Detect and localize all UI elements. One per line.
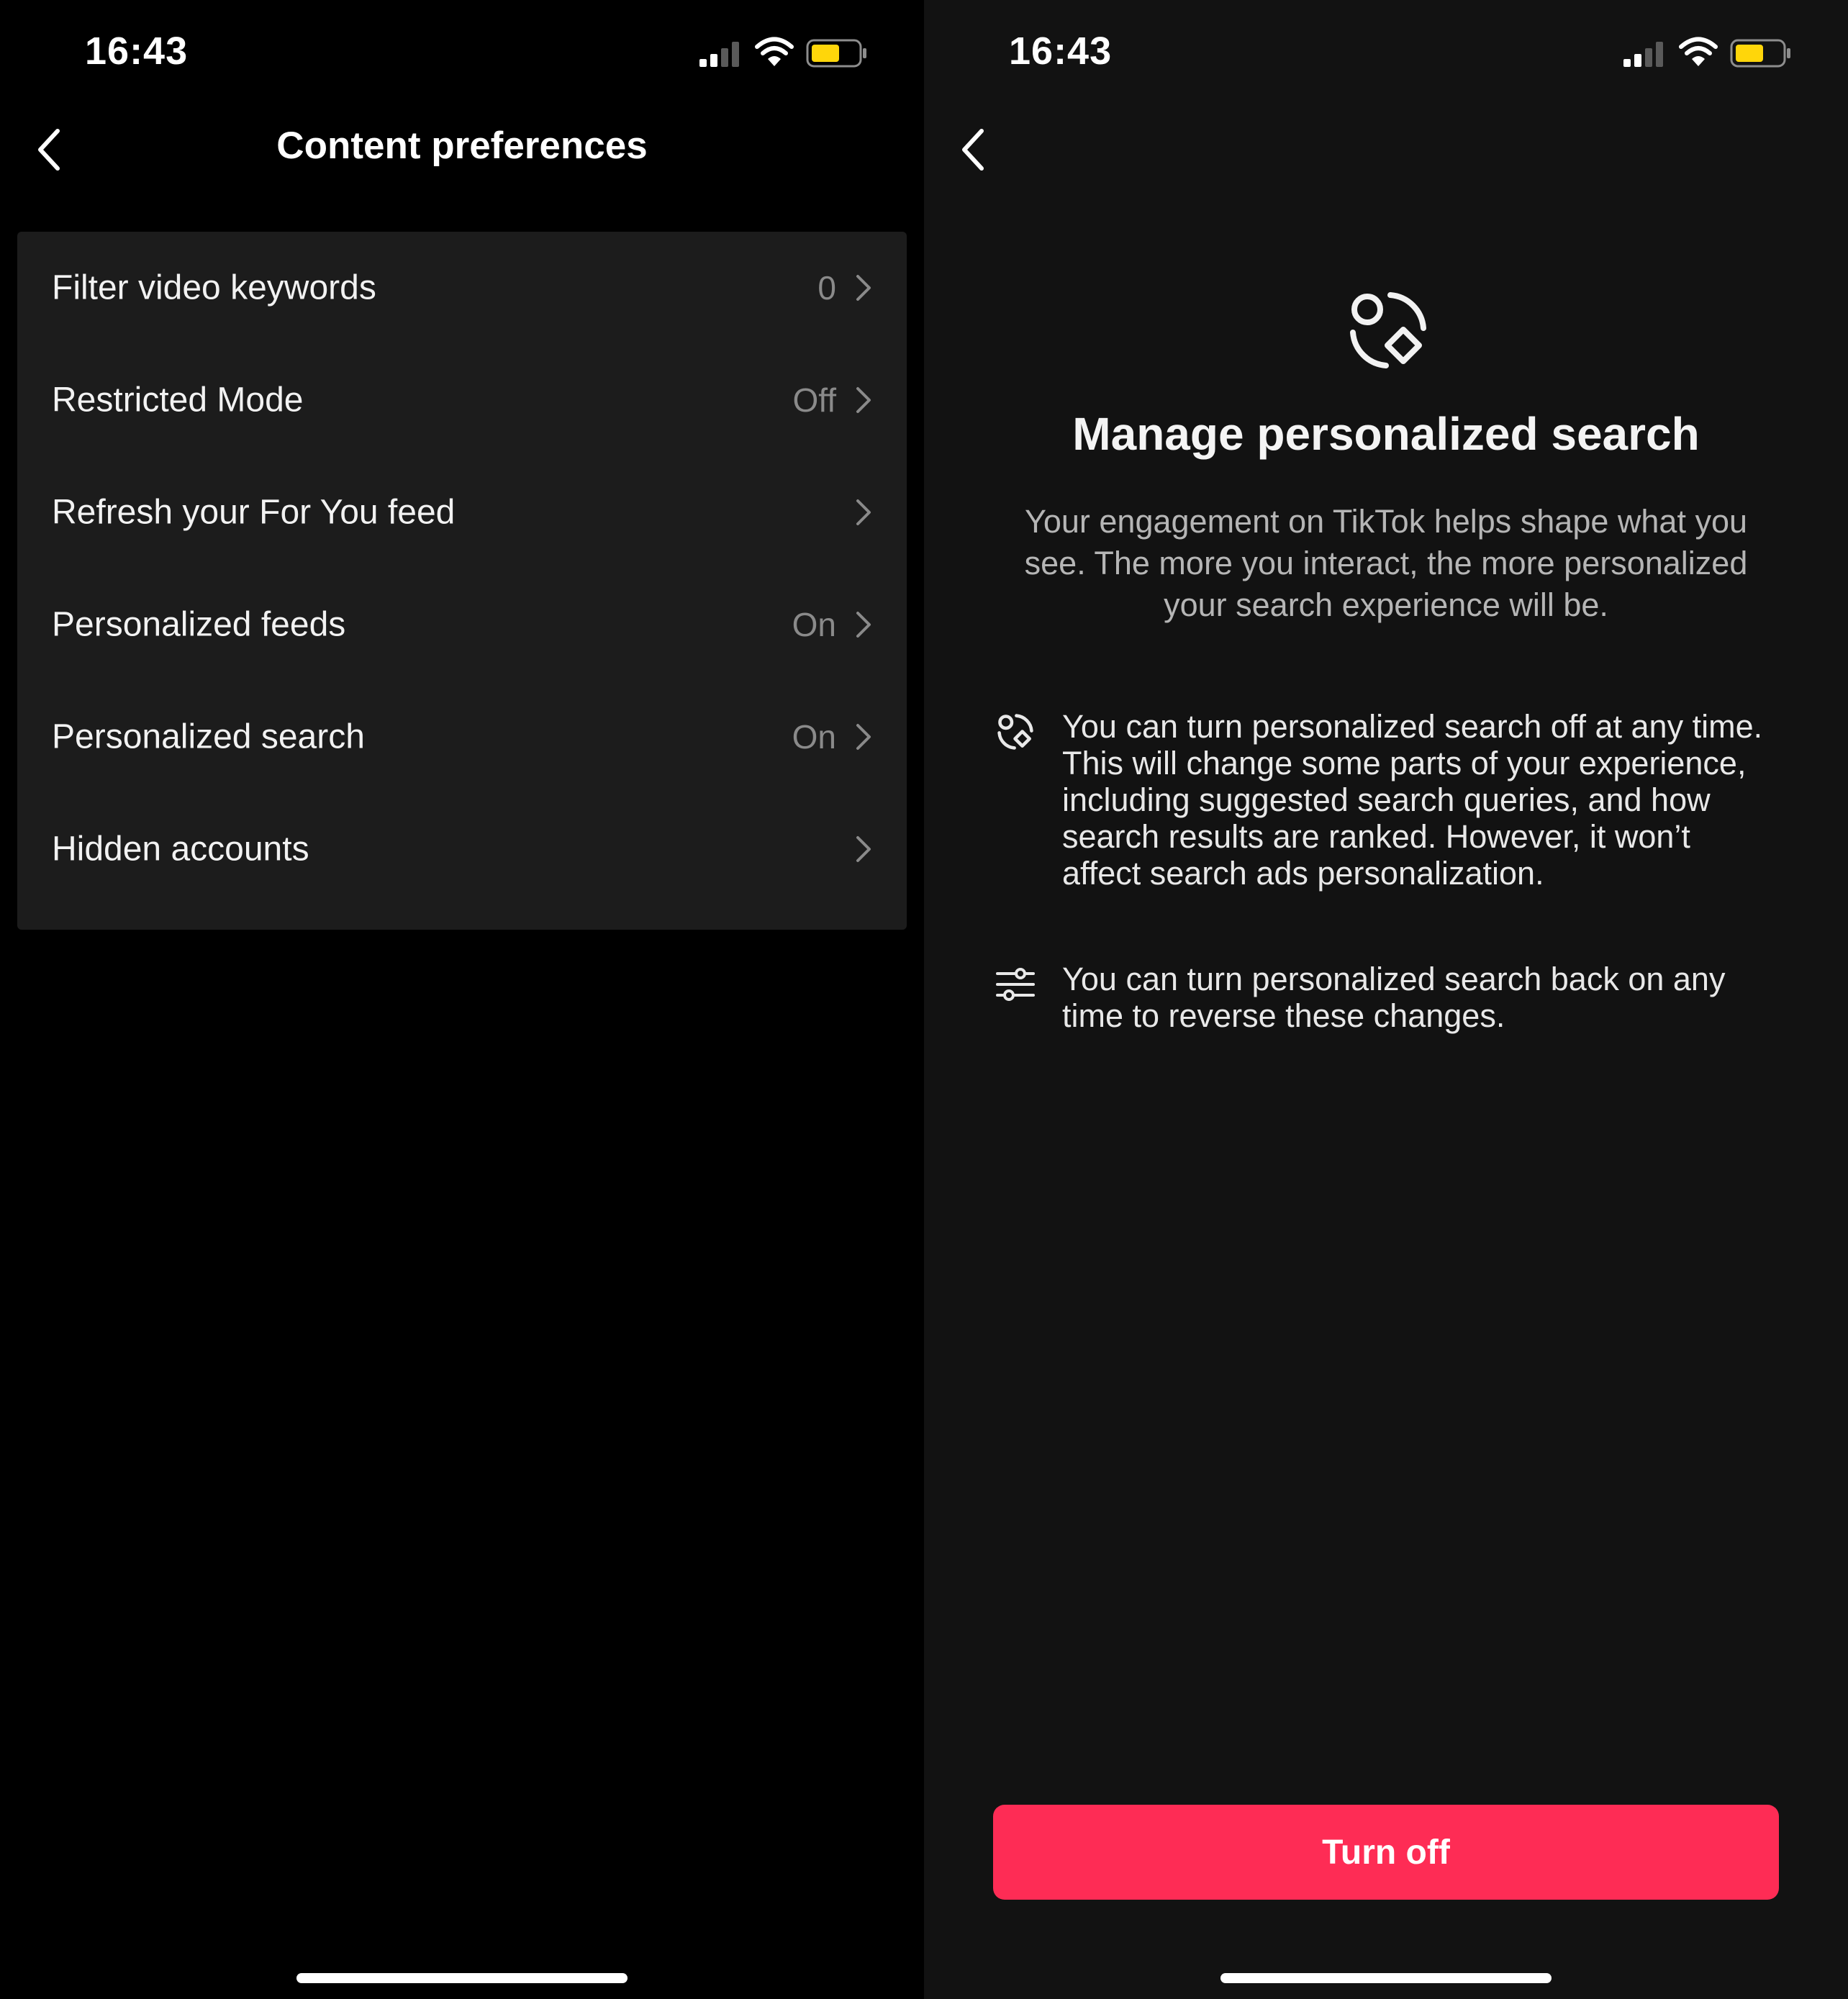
info-text: You can turn personalized search back on any time to reverse these changes. [1062, 961, 1726, 1034]
setting-value: Off [792, 381, 836, 419]
setting-value: On [792, 606, 836, 643]
turn-off-button[interactable]: Turn off [993, 1805, 1779, 1900]
setting-label: Personalized feeds [52, 605, 346, 644]
page-title: Content preferences [276, 124, 648, 167]
settings-list [17, 232, 907, 930]
setting-label: Filter video keywords [52, 268, 376, 307]
setting-label: Hidden accounts [52, 830, 309, 869]
wifi-icon [1678, 36, 1718, 68]
chevron-right-icon [853, 721, 874, 753]
personalization-icon [1346, 288, 1431, 373]
battery-icon [806, 39, 868, 68]
cellular-signal-icon [698, 40, 741, 68]
setting-row-personalized-search[interactable] [17, 681, 907, 793]
cellular-signal-icon [1622, 40, 1665, 68]
chevron-left-icon [953, 122, 996, 177]
status-time: 16:43 [1009, 30, 1113, 73]
info-text: You can turn personalized search off at any time. This will change some parts of your experience, including suggested search queries, and how search results are ranked. However, it won’t affect search ads personalization. [1062, 708, 1763, 892]
sliders-icon [996, 965, 1035, 1004]
description-text: Your engagement on TikTok helps shape what you see. The more you interact, the more personalized your search experience will be. [1024, 503, 1748, 623]
setting-row-personalized-feeds[interactable] [17, 568, 907, 681]
home-indicator [296, 1973, 628, 1983]
page-title: Manage personalized search [1072, 408, 1700, 460]
status-time: 16:43 [85, 30, 189, 73]
chevron-right-icon [853, 384, 874, 416]
setting-label: Restricted Mode [52, 381, 304, 420]
setting-label: Refresh your For You feed [52, 493, 456, 532]
battery-icon [1730, 39, 1792, 68]
setting-row-refresh-for-you-feed[interactable] [17, 456, 907, 568]
personalization-icon [996, 712, 1035, 751]
home-indicator [1220, 1973, 1552, 1983]
status-icons [698, 35, 871, 71]
setting-value: On [792, 718, 836, 756]
setting-row-restricted-mode[interactable] [17, 344, 907, 456]
wifi-icon [754, 36, 794, 68]
chevron-right-icon [853, 609, 874, 640]
back-button[interactable] [953, 122, 996, 177]
setting-row-hidden-accounts[interactable] [17, 793, 907, 905]
setting-value: 0 [817, 269, 836, 307]
chevron-right-icon [853, 272, 874, 304]
status-icons [1622, 35, 1795, 71]
chevron-right-icon [853, 497, 874, 528]
chevron-right-icon [853, 833, 874, 865]
setting-row-filter-video-keywords[interactable] [17, 232, 907, 344]
setting-label: Personalized search [52, 717, 365, 756]
